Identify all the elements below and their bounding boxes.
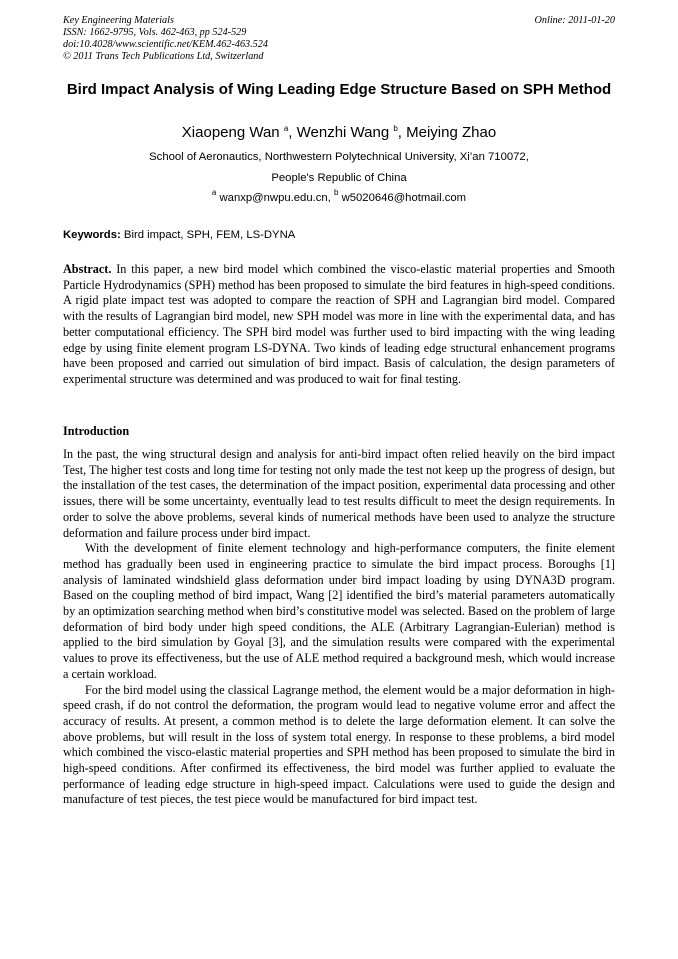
online-date: Online: 2011-01-20: [534, 15, 615, 26]
author-affiliation-mark: a: [283, 124, 289, 133]
journal-name: Key Engineering Materials: [63, 15, 174, 26]
email-mark: a: [211, 188, 217, 197]
email-mark: b: [333, 188, 339, 197]
paragraph: With the development of finite element technology and high-performance computers, the finite element method has gradually been used in engineering practice to simulate the bird impact process. Boroughs [1] analysis of laminated windshield glass deformation under bird impact loading by using DYNA3D program. Based on the coupling method of bird impact, Wang [2] identified the bird’s material parameters automatically by an optimization searching method when bird’s constitutive model was selected. Based on the problem of large deformation of bird body under high speed conditions, the ALE (Arbitrary Lagrangian-Eulerian) method is applied to the bird simulation by Goyal [3], and the simulation results were compared with the experimental values to prove its effectiveness, but the use of ALE method required a background mesh, which would increase a certain workload.: [63, 541, 615, 681]
affiliation-line-2: People's Republic of China: [271, 172, 407, 184]
author-affiliation-mark: b: [393, 124, 398, 133]
author-name: Wenzhi Wang: [296, 124, 390, 141]
paragraph: For the bird model using the classical Lagrange method, the element would be a major deformation in high-speed crash, if do not control the deformation, the program would lead to negative volume error and affect the accuracy of results. At present, a common method is to delete the large deformation element. It can solve the above problems, but will result in the loss of system total energy. In response to these problems, a bird model which combined the visco-elastic material properties and SPH method has been proposed to simulate the bird in high-speed conditions. After confirmed its effectiveness, the bird model was further applied to evaluate the performance of leading edge structure in high-speed impact. Calculations were used to guide the design and manufacture of test pieces, the test piece would be manufactured for bird impact test.: [63, 682, 615, 807]
abstract-text: In this paper, a new bird model which combined the visco-elastic material properties and Smooth Particle Hydrodynamics (SPH) method has been proposed to simulate the bird features in high-speed conditions. A rigid plate impact test was adopted to compare the reaction of SPH and Lagrangian bird model. Compared with the results of Lagrangian bird model, new SPH model was more in line with the experimental data, and has better computational efficiency. The SPH bird model was further used to bird impacting with the wing leading edge by using finite element program LS-DYNA. Two kinds of leading edge structural enhancement programs have been proposed and carried out simulation of bird impact. Basis of calculation, the design parameters of experimental structure was determined and was produced to wait for final testing.: [63, 262, 615, 386]
keywords: [63, 229, 295, 242]
copyright-line: © 2011 Trans Tech Publications Ltd, Switzerland: [63, 51, 264, 62]
author-name: Xiaopeng Wan: [181, 124, 280, 141]
paragraph: In the past, the wing structural design and analysis for anti-bird impact often relied heavily on the bird impact Test, The higher test costs and long time for testing not only made the test not keep up the progress of design, but the installation of the test cases, the determination of the impact position, experimental data processing and other issues, there will be some uncertainty, eventually lead to test results difficult to meet the design requirements. In order to solve the above problems, several kinds of numerical methods have been used to analyze the structure deformation and failure process under bird impact.: [63, 447, 615, 540]
email-link[interactable]: wanxp@nwpu.edu.cn: [219, 192, 328, 204]
abstract: [63, 262, 615, 388]
author-emails: $^a$ wanxp@nwpu.edu.cn, $^b$ w5020646@hotmail.com: [211, 188, 467, 204]
section-heading-introduction: Introduction: [63, 424, 130, 438]
author-name: Meiying Zhao: [406, 124, 497, 141]
keywords-label: Keywords:: [63, 229, 121, 241]
introduction-body: [63, 447, 615, 808]
affiliation-line-1: School of Aeronautics, Northwestern Polytechnical University, Xi’an 710072,: [149, 151, 529, 163]
keywords-list: Bird impact, SPH, FEM, LS-DYNA: [123, 229, 296, 241]
paper-title: Bird Impact Analysis of Wing Leading Edge Structure Based on SPH Method: [66, 81, 612, 98]
journal-info: [63, 15, 268, 63]
doi-line: doi:10.4028/www.scientific.net/KEM.462-463.524: [63, 39, 268, 50]
author-list: Xiaopeng Wan $^a$, Wenzhi Wang $^b$, Meiying Zhao: [181, 124, 497, 141]
abstract-label: Abstract.: [63, 262, 112, 276]
issn-line: ISSN: 1662-9795, Vols. 462-463, pp 524-529: [63, 27, 247, 38]
email-link[interactable]: w5020646@hotmail.com: [341, 192, 467, 204]
